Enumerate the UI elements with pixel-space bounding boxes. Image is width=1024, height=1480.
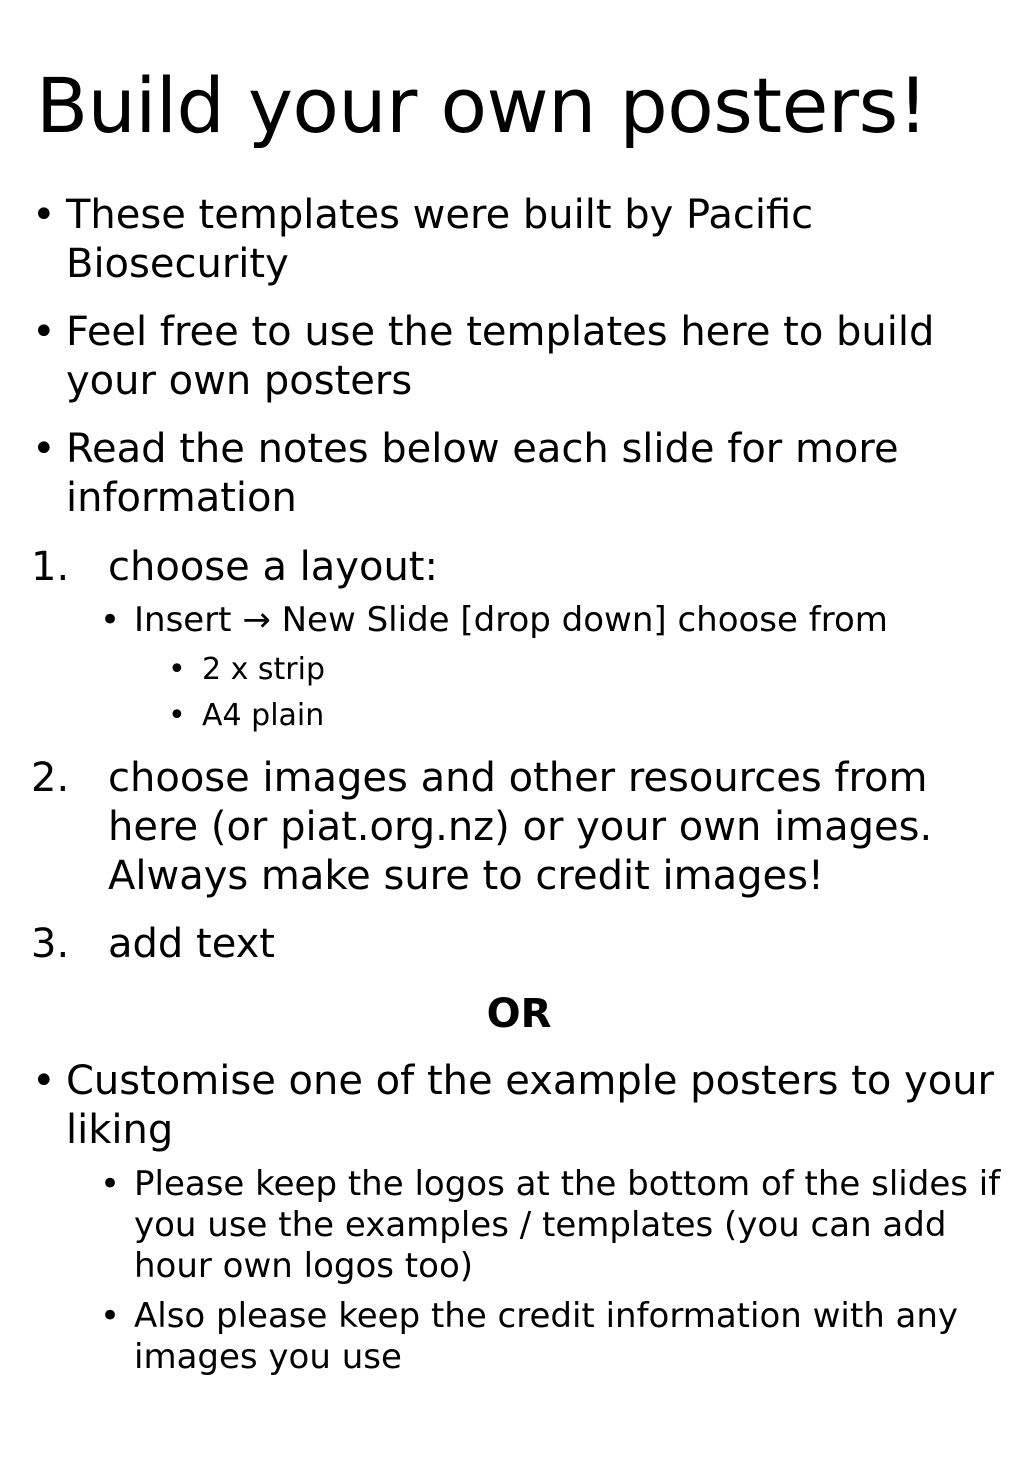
option-text: 2 x strip [202,652,326,687]
step-text: choose images and other resources from here (or piat.org.nz) or your own images. Always make sure to credit images! [108,755,933,899]
note-text: Please keep the logos at the bottom of the slides if you use the examples / templates (you can add hour own logos too) [134,1164,1001,1286]
or-divider: OR [486,991,552,1037]
bullet-marker: • [100,600,121,640]
bullet-marker: • [168,698,186,733]
step-text: add text [108,921,275,967]
intro-text: Feel free to use the templates here to build your own posters [66,309,935,404]
step-number: 3. [31,921,70,967]
bullet-marker: • [100,1164,121,1204]
step-number: 1. [31,544,70,590]
option-text: A4 plain [202,698,325,733]
bullet-marker: • [168,652,186,687]
step-text: choose a layout: [108,544,438,590]
alternative-text: Customise one of the example posters to your liking [66,1058,994,1153]
step-number: 2. [31,755,70,801]
intro-text: Read the notes below each slide for more information [66,426,899,521]
bullet-marker: • [100,1296,121,1336]
bullet-marker: • [32,309,56,355]
bullet-marker: • [32,1058,56,1104]
note-text: Also please keep the credit information with any images you use [134,1296,959,1377]
sub-text: Insert → New Slide [drop down] choose from [134,600,888,640]
bullet-marker: • [32,192,56,238]
page-title: Build your own posters! [36,61,928,150]
intro-text: These templates were built by Pacific Biosecurity [66,192,814,287]
bullet-marker: • [32,426,56,472]
